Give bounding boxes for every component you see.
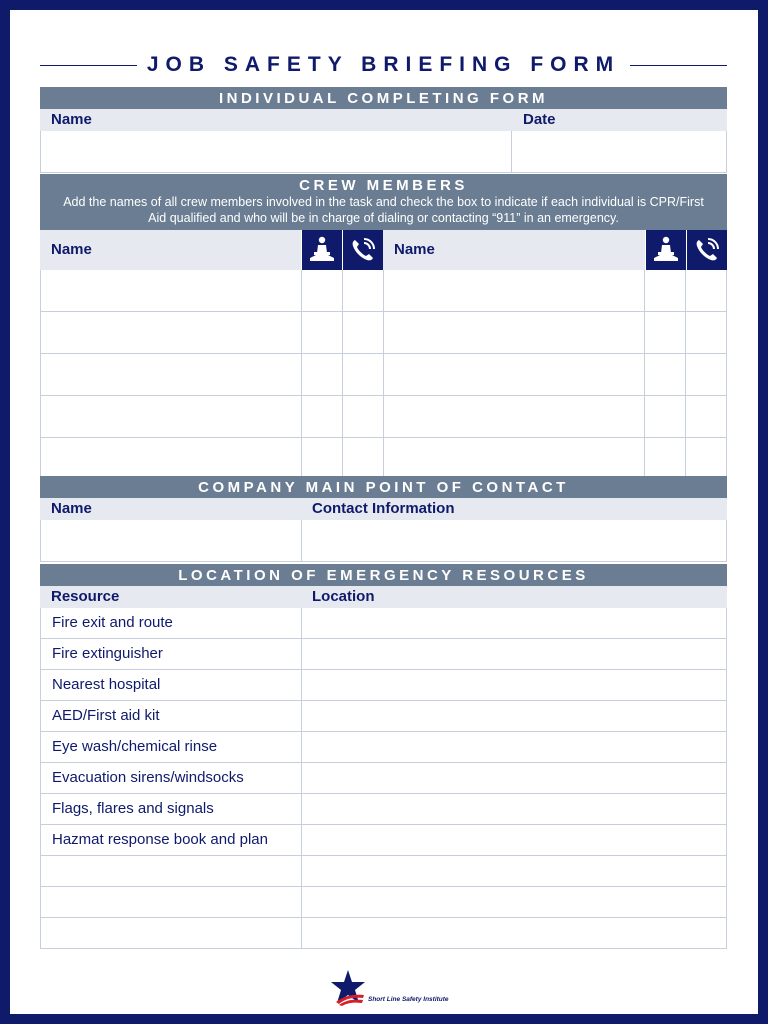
call-checkbox[interactable] [343,438,384,479]
cpr-checkbox[interactable] [302,396,343,437]
crew-row [40,354,727,396]
cpr-checkbox[interactable] [645,354,686,395]
call-column-header-right [686,230,727,270]
call-checkbox[interactable] [686,312,727,353]
individual-row [40,131,727,173]
resource-location-field[interactable] [302,825,727,855]
contact-info-label: Contact Information [312,500,455,517]
crew-header [40,174,727,230]
cpr-icon [650,234,682,266]
crew-name-field[interactable] [384,312,646,353]
cpr-checkbox[interactable] [302,438,343,479]
cpr-checkbox[interactable] [645,438,686,479]
cpr-column-header-right [645,230,686,270]
resource-name: Eye wash/chemical rinse [41,732,302,762]
emergency-call-icon [347,234,379,266]
resource-location-field[interactable] [302,856,727,886]
crew-row [40,270,727,312]
emergency-call-icon [691,234,723,266]
resource-location-field[interactable] [302,794,727,824]
crew-subheader [40,230,727,270]
star-logo-icon [330,968,370,1008]
crew-name-field[interactable] [384,396,646,437]
location-label: Location [312,588,375,605]
cpr-checkbox[interactable] [302,312,343,353]
crew-rows [40,270,727,480]
call-checkbox[interactable] [343,270,384,311]
crew-name-field[interactable] [41,396,302,437]
contact-row [40,520,727,562]
resource-name [41,856,302,886]
emergency-heading: LOCATION OF EMERGENCY RESOURCES [40,564,727,586]
crew-row [40,396,727,438]
resource-location-field[interactable] [302,763,727,793]
cpr-checkbox[interactable] [645,312,686,353]
resource-name: Evacuation sirens/windsocks [41,763,302,793]
crew-section [40,174,727,480]
resource-location-field[interactable] [302,918,727,948]
cpr-icon [306,234,338,266]
resource-name: Hazmat response book and plan [41,825,302,855]
resource-rows [40,608,727,949]
contact-subheader [40,498,727,520]
individual-date-field[interactable] [512,131,727,172]
resource-row [40,701,727,732]
crew-heading: CREW MEMBERS [299,177,468,194]
call-checkbox[interactable] [343,312,384,353]
title-rule-right [630,65,727,66]
resource-row [40,887,727,918]
resource-row [40,918,727,949]
resource-name: AED/First aid kit [41,701,302,731]
resource-name [41,887,302,917]
resource-name: Fire extinguisher [41,639,302,669]
call-checkbox[interactable] [343,396,384,437]
crew-name-label-right: Name [394,241,435,258]
resource-row [40,608,727,639]
form-page [10,10,758,1014]
individual-date-label: Date [523,111,556,128]
resource-location-field[interactable] [302,701,727,731]
call-checkbox[interactable] [686,396,727,437]
title-rule-left [40,65,137,66]
resource-location-field[interactable] [302,670,727,700]
crew-row [40,438,727,480]
call-column-header [342,230,383,270]
crew-row [40,312,727,354]
contact-heading: COMPANY MAIN POINT OF CONTACT [40,476,727,498]
resource-row [40,763,727,794]
individual-subheader [40,109,727,131]
crew-name-field[interactable] [384,438,646,479]
call-checkbox[interactable] [686,270,727,311]
footer-logo [330,968,450,1010]
contact-info-field[interactable] [302,520,727,561]
resource-row [40,856,727,887]
call-checkbox[interactable] [343,354,384,395]
crew-name-field[interactable] [41,354,302,395]
contact-name-label: Name [51,500,92,517]
resource-name [41,918,302,948]
cpr-checkbox[interactable] [645,270,686,311]
crew-name-field[interactable] [384,270,646,311]
crew-name-field[interactable] [41,312,302,353]
individual-heading: INDIVIDUAL COMPLETING FORM [40,87,727,109]
resource-location-field[interactable] [302,608,727,638]
resource-location-field[interactable] [302,732,727,762]
resource-location-field[interactable] [302,639,727,669]
crew-description: Add the names of all crew members involved in the task and check the box to indicate if each individual is CPR/First Aid qualified and who will be in charge of dialing or contacting “911” in an emergency. [63,195,704,225]
call-checkbox[interactable] [686,354,727,395]
individual-section [40,87,727,173]
resource-row [40,732,727,763]
emergency-subheader [40,586,727,608]
cpr-checkbox[interactable] [302,270,343,311]
contact-name-field[interactable] [41,520,302,561]
cpr-checkbox[interactable] [302,354,343,395]
resource-label: Resource [51,588,120,605]
resource-location-field[interactable] [302,887,727,917]
resource-row [40,825,727,856]
individual-name-label: Name [51,111,92,128]
emergency-section [40,564,727,949]
crew-name-field[interactable] [384,354,646,395]
crew-name-field[interactable] [41,270,302,311]
resource-name: Flags, flares and signals [41,794,302,824]
contact-section [40,476,727,562]
individual-name-field[interactable] [41,131,512,172]
title-row [40,50,727,80]
logo-text: Short Line Safety Institute [368,996,449,1003]
resource-row [40,794,727,825]
resource-name: Fire exit and route [41,608,302,638]
cpr-column-header [301,230,342,270]
page-title: JOB SAFETY BRIEFING FORM [146,53,621,76]
cpr-checkbox[interactable] [645,396,686,437]
resource-row [40,670,727,701]
call-checkbox[interactable] [686,438,727,479]
crew-name-label-left: Name [51,241,92,258]
resource-row [40,639,727,670]
resource-name: Nearest hospital [41,670,302,700]
crew-name-field[interactable] [41,438,302,479]
